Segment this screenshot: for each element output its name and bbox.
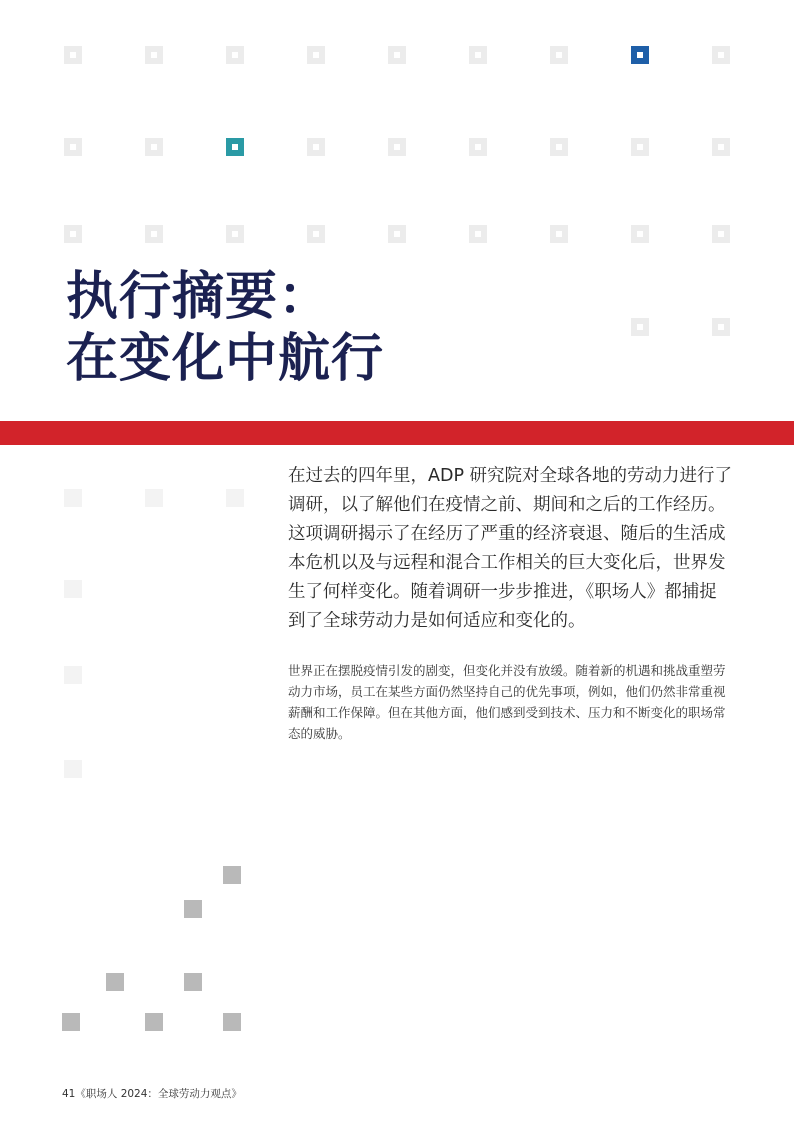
decorative-square: [307, 138, 325, 156]
decorative-square: [145, 46, 163, 64]
decorative-square-gray: [62, 1013, 80, 1031]
decorative-square: [388, 225, 406, 243]
red-divider-band: [0, 421, 794, 445]
decorative-square: [145, 138, 163, 156]
decorative-square: [469, 46, 487, 64]
decorative-square: [307, 46, 325, 64]
page-footer: 41《职场人 2024：全球劳动力观点》: [62, 1088, 242, 1100]
decorative-square-blue: [631, 46, 649, 64]
decorative-square: [388, 46, 406, 64]
decorative-square: [64, 580, 82, 598]
decorative-square: [631, 318, 649, 336]
decorative-square-gray: [223, 866, 241, 884]
decorative-square: [226, 225, 244, 243]
decorative-square: [550, 138, 568, 156]
decorative-square: [631, 225, 649, 243]
decorative-square: [64, 760, 82, 778]
lead-paragraph: 在过去的四年里，ADP 研究院对全球各地的劳动力进行了调研，以了解他们在疫情之前、期间和之后的工作经历。这项调研揭示了在经历了严重的经济衰退、随后的生活成本危机以及与远程和混合工作相关的巨大变化后，世界发生了何样变化。随着调研一步步推进，《职场人》都捕捉到了全球劳动力是如何适应和变化的。: [288, 466, 733, 631]
decorative-square: [712, 138, 730, 156]
decorative-square: [64, 46, 82, 64]
decorative-square: [226, 46, 244, 64]
decorative-square-gray: [106, 973, 124, 991]
decorative-square: [64, 666, 82, 684]
decorative-square: [307, 225, 325, 243]
decorative-square: [631, 138, 649, 156]
page-title-line-2: 在变化中航行: [66, 329, 385, 389]
decorative-square-gray: [223, 1013, 241, 1031]
decorative-square: [145, 489, 163, 507]
decorative-square: [469, 138, 487, 156]
decorative-square: [226, 489, 244, 507]
decorative-square-gray: [184, 900, 202, 918]
decorative-square: [550, 46, 568, 64]
decorative-square: [388, 138, 406, 156]
decorative-square-gray: [184, 973, 202, 991]
decorative-square: [712, 225, 730, 243]
page-title: [66, 266, 384, 390]
decorative-square-teal: [226, 138, 244, 156]
decorative-square: [145, 225, 163, 243]
decorative-square: [64, 138, 82, 156]
decorative-square-gray: [145, 1013, 163, 1031]
page-title-line-1: 执行摘要：: [66, 267, 332, 327]
decorative-square: [712, 46, 730, 64]
decorative-square: [64, 225, 82, 243]
decorative-square: [64, 489, 82, 507]
decorative-square: [712, 318, 730, 336]
body-paragraph: 世界正在摆脱疫情引发的剧变，但变化并没有放缓。随着新的机遇和挑战重塑劳动力市场，员工在某些方面仍然坚持自己的优先事项，例如，他们仍然非常重视薪酬和工作保障。但在其他方面，他们感到受到技术、压力和不断变化的职场常态的威胁。: [288, 663, 726, 741]
decorative-square: [550, 225, 568, 243]
decorative-square: [469, 225, 487, 243]
